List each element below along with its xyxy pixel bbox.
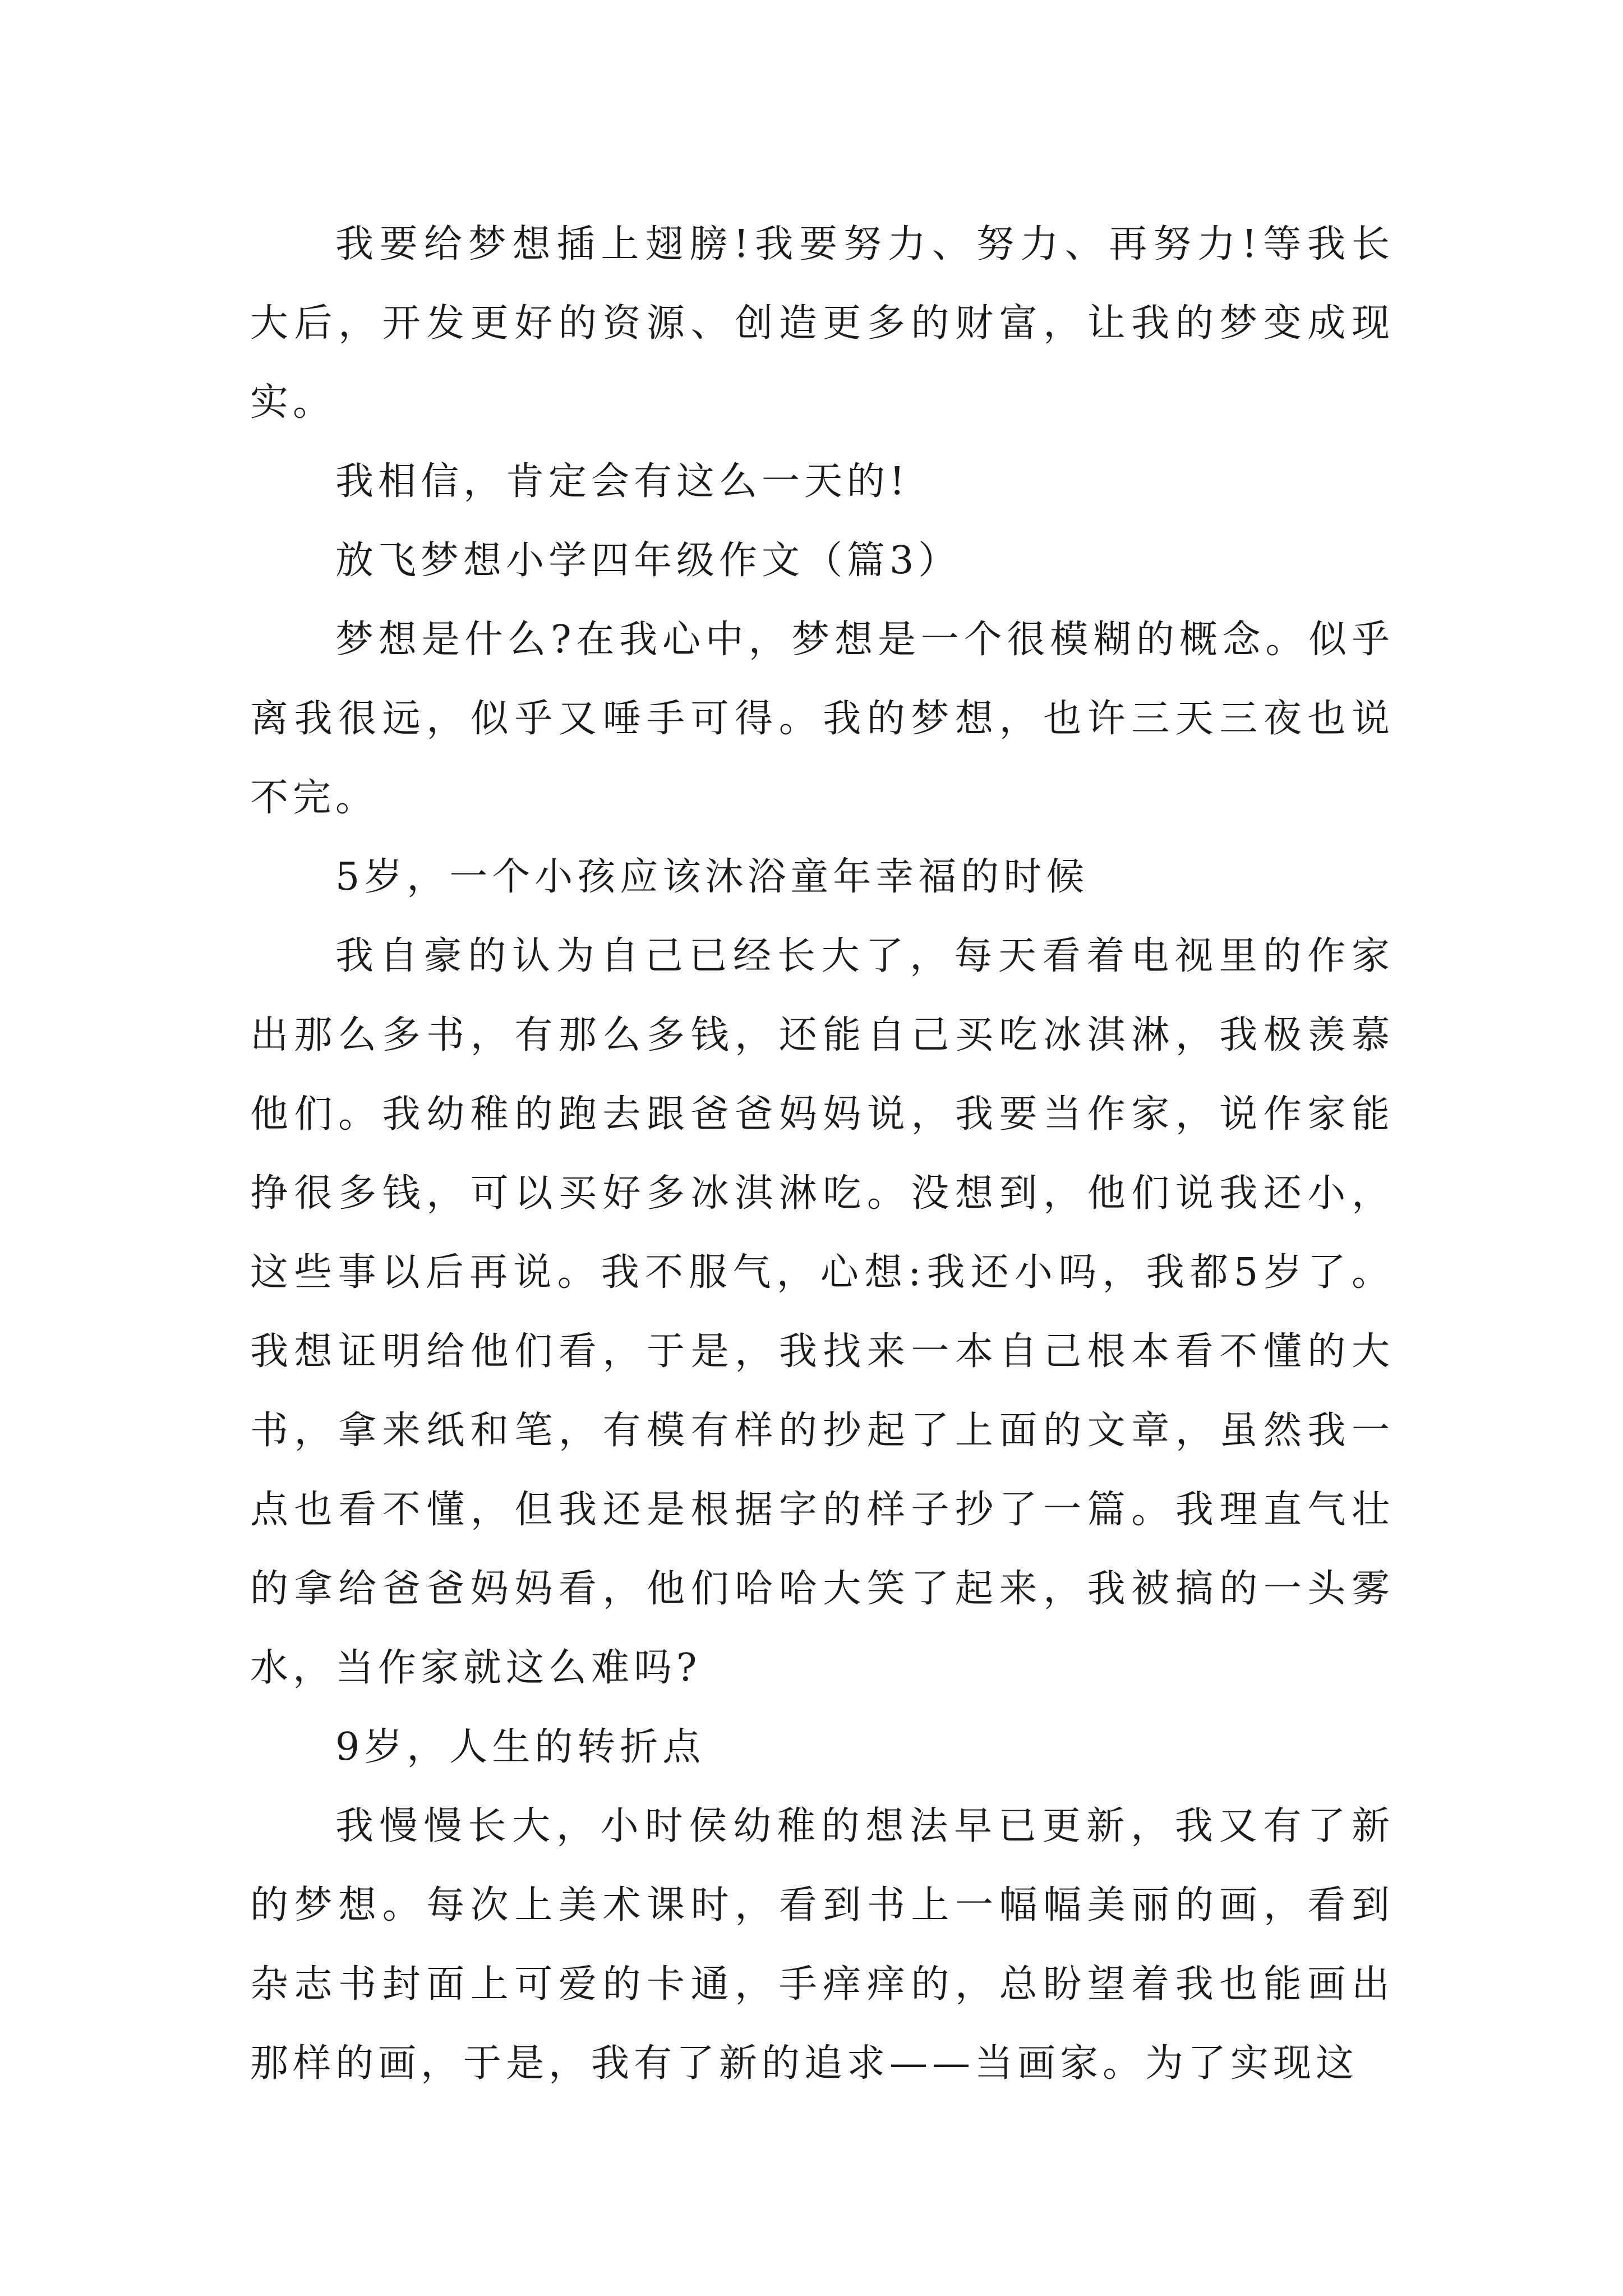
paragraph-4: 我自豪的认为自己已经长大了，每天看着电视里的作家出那么多书，有那么多钱，还能自己买吃冰淇淋，我极羡慕他们。我幼稚的跑去跟爸爸妈妈说，我要当作家，说作家能挣很多钱，可以买好多冰淇淋吃。没想到，他们说我还小，这些事以后再说。我不服气，心想:我还小吗，我都5岁了。我想证明给他们看，于是，我找来一本自己根本看不懂的大书，拿来纸和笔，有模有样的抄起了上面的文章，虽然我一点也看不懂，但我还是根据字的样子抄了一篇。我理直气壮的拿给爸爸妈妈看，他们哈哈大笑了起来，我被搞的一头雾水，当作家就这么难吗? (250, 934, 1394, 1690)
paragraph-1: 我要给梦想插上翅膀!我要努力、努力、再努力!等我长大后，开发更好的资源、创造更多的财富，让我的梦变成现实。 (250, 222, 1394, 425)
document-body (250, 205, 1394, 2103)
subheading-age-9: 9岁，人生的转折点 (335, 1725, 706, 1769)
paragraph-2: 我相信，肯定会有这么一天的! (335, 459, 910, 504)
subheading-age-5: 5岁，一个小孩应该沐浴童年幸福的时候 (335, 855, 1089, 899)
paragraph-5: 我慢慢长大，小时侯幼稚的想法早已更新，我又有了新的梦想。每次上美术课时，看到书上一幅幅美丽的画，看到杂志书封面上可爱的卡通，手痒痒的，总盼望着我也能画出那样的画，于是，我有了新的追求——当画家。为了实现这 (250, 1804, 1394, 2086)
section-heading: 放飞梦想小学四年级作文（篇3） (335, 539, 961, 583)
paragraph-3: 梦想是什么?在我心中，梦想是一个很模糊的概念。似乎离我很远，似乎又唾手可得。我的梦想，也许三天三夜也说不完。 (250, 618, 1394, 820)
